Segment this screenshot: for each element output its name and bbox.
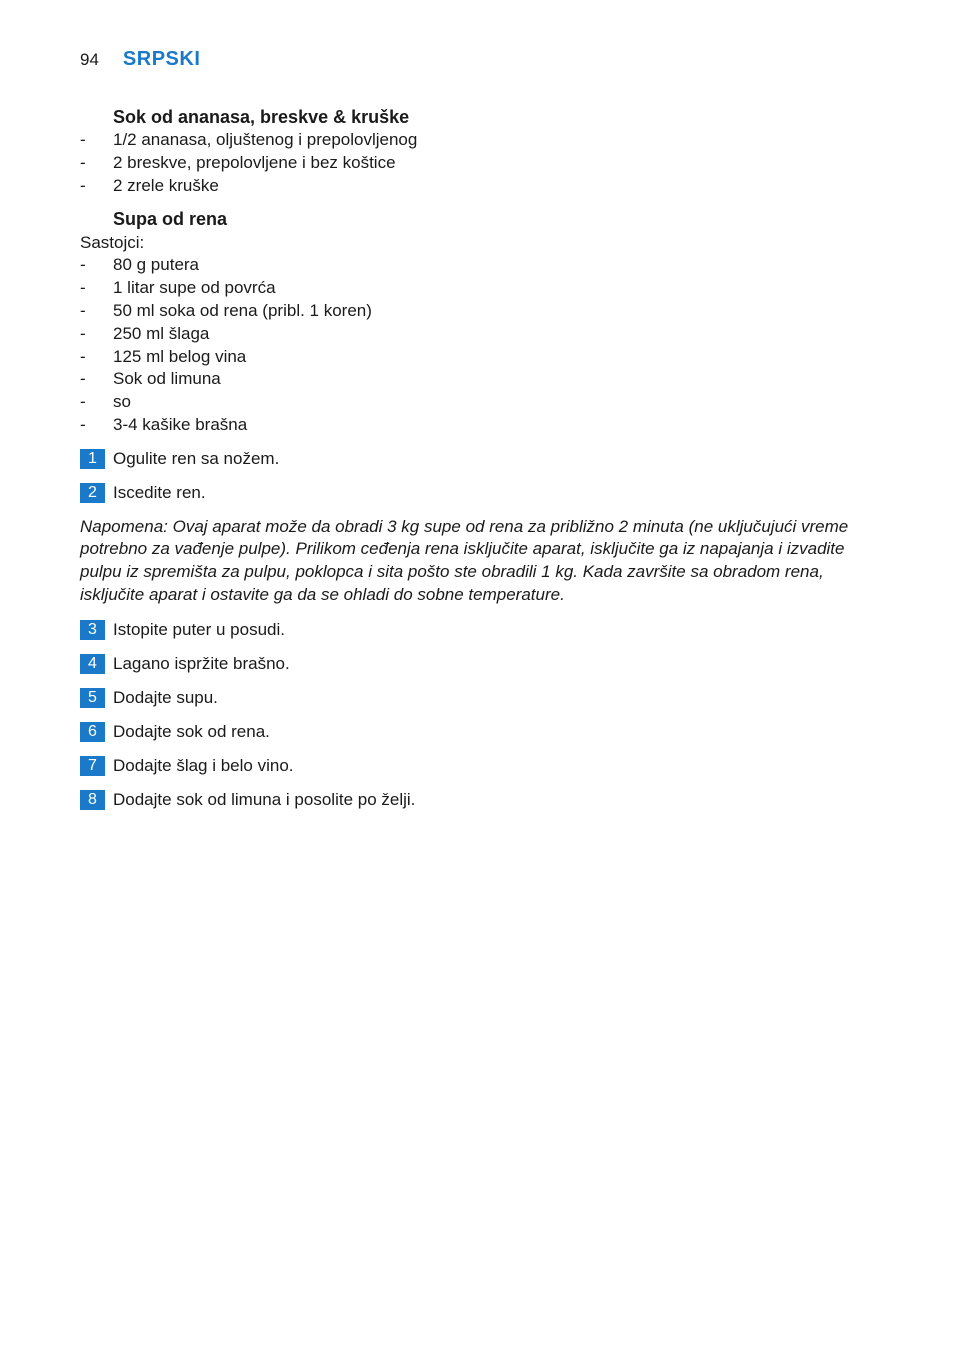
step-item [80,789,880,811]
dash-bullet: - [80,323,86,343]
step-number-badge: 5 [80,688,105,708]
dash-bullet: - [80,346,86,366]
note-paragraph: Napomena: Ovaj aparat može da obradi 3 kg supe od rena za približno 2 minuta (ne uključujući vreme potrebno za vađenje pulpe). Prilikom ceđenja rena isključite aparat, isključite ga iz napajanja i izvadite pulpu iz spremišta za pulpu, poklopca i sita pošto ste obradili 1 kg. Kada završite sa obradom rena, isključite aparat i ostavite ga da se ohladi do sobne temperature. [80,516,849,604]
step-item [80,755,880,777]
steps-list-part2 [80,619,880,811]
list-item: - 125 ml belog vina [80,346,880,369]
page-number: 94 [80,50,99,69]
dash-bullet: - [80,130,86,149]
step-text: Dodajte sok od limuna i posolite po želji. [113,789,416,809]
dash-bullet: - [80,392,86,412]
step-item [80,687,880,709]
list-item: - so [80,391,880,414]
dash-bullet: - [80,175,86,195]
dash-bullet: - [80,152,86,172]
step-item [80,721,880,743]
step-item [80,448,880,470]
dash-bullet: - [80,414,86,434]
step-text: Dodajte sok od rena. [113,721,270,741]
list-item: - 1 litar supe od povrća [80,277,880,300]
step-number-badge: 1 [80,449,105,469]
ingredient-list-soup [80,254,880,436]
dash-bullet: - [80,278,86,298]
step-text: Istopite puter u posudi. [113,619,286,639]
list-item: - 80 g putera [80,254,880,277]
step-number-badge: 2 [80,483,105,503]
steps-list-part1 [80,448,880,504]
list-item: - 250 ml šlaga [80,323,880,346]
list-item: - 3-4 kašike brašna [80,414,880,437]
step-item [80,482,880,504]
list-item: - 1/2 ananasa, oljuštenog i prepolovljenog [80,129,880,152]
ingredients-label: Sastojci: [80,233,145,253]
section-title: SRPSKI [122,48,201,70]
recipe-title-soup: Supa od rena [113,209,228,230]
page-header [80,48,200,74]
step-text: Ogulite ren sa nožem. [113,448,280,468]
step-item [80,619,880,641]
dash-bullet: - [80,369,86,389]
recipe-title-juice: Sok od ananasa, breskve & kruške [113,107,410,127]
step-number-badge: 7 [80,756,105,776]
step-number-badge: 3 [80,620,105,640]
step-text: Lagano ispržite brašno. [113,653,290,673]
step-item [80,653,880,675]
list-item: - 2 breskve, prepolovljene i bez koštice [80,152,880,175]
list-item: - 2 zrele kruške [80,175,880,198]
page-content [80,106,880,823]
step-text: Iscedite ren. [113,482,206,502]
ingredient-list-juice [80,129,880,197]
step-text: Dodajte supu. [113,687,218,707]
step-number-badge: 4 [80,654,105,674]
step-number-badge: 8 [80,790,105,810]
list-item: - 50 ml soka od rena (pribl. 1 koren) [80,300,880,323]
dash-bullet: - [80,300,86,320]
list-item: - Sok od limuna [80,368,880,391]
dash-bullet: - [80,255,86,275]
step-text: Dodajte šlag i belo vino. [113,755,294,775]
step-number-badge: 6 [80,722,105,742]
